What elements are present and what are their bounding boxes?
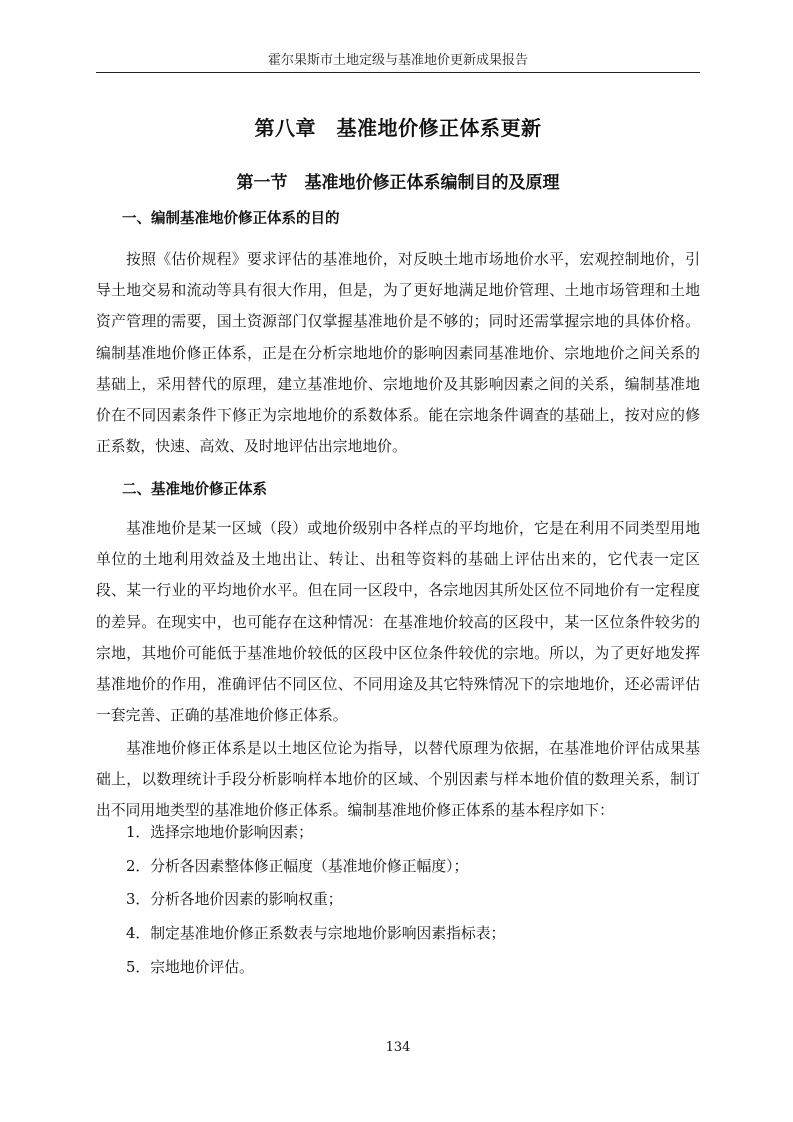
- section-title: 第一节 基准地价修正体系编制目的及原理: [236, 173, 560, 193]
- paragraph-system-2: 基准地价修正体系是以土地区位论为指导，以替代原理为依据，在基准地价评估成果基础上，以数理统计手段分析影响样本地价的区域、个别因素与样本地价值的数理关系，制订出不同用地类型的基准地价修正体系。编制基准地价修正体系的基本程序如下：: [96, 740, 700, 820]
- list-item: 4．制定基准地价修正系数表与宗地地价影响因素指标表；: [126, 925, 506, 943]
- list-item: 1．选择宗地地价影响因素；: [126, 824, 313, 841]
- subheading-system: 二、基准地价修正体系: [122, 482, 267, 498]
- list-item: 5．宗地地价评估。: [126, 958, 254, 976]
- page-number: 134: [385, 1040, 411, 1055]
- chapter-title: 第八章 基准地价修正体系更新: [254, 116, 542, 140]
- running-header: 霍尔果斯市土地定级与基准地价更新成果报告: [267, 53, 528, 68]
- list-item: 2．分析各因素整体修正幅度（基准地价修正幅度）；: [126, 857, 469, 875]
- paragraph-purpose: 按照《估价规程》要求评估的基准地价，对反映土地市场地价水平，宏观控制地价，引导土地交易和流动等具有很大作用，但是，为了更好地满足地价管理、土地市场管理和土地资产管理的需要，国土资源部门仅掌握基准地价是不够的；同时还需掌握宗地的具体价格。编制基准地价修正体系，正是在分析宗地地价的影响因素同基准地价、宗地地价之间关系的基础上，采用替代的原理，建立基准地价、宗地地价及其影响因素之间的关系，编制基准地价在不同因素条件下修正为宗地地价的系数体系。能在宗地条件调查的基础上，按对应的修正系数，快速、高效、及时地评估出宗地地价。: [96, 251, 700, 456]
- paragraph-system-1: 基准地价是某一区域（段）或地价级别中各样点的平均地价，它是在利用不同类型用地单位的土地利用效益及土地出让、转让、出租等资料的基础上评估出来的，它代表一定区段、某一行业的平均地价水平。但在同一区段中，各宗地因其所处区位不同地价有一定程度的差异。在现实中，也可能存在这种情况：在基准地价较高的区段中，某一区位条件较劣的宗地，其地价可能低于基准地价较低的区段中区位条件较优的宗地。所以，为了更好地发挥基准地价的作用，准确评估不同区位、不同用途及其它特殊情况下的宗地地价，还必需评估一套完善、正确的基准地价修正体系。: [96, 520, 700, 725]
- list-item: 3．分析各地价因素的影响权重；: [126, 891, 343, 909]
- subheading-purpose: 一、编制基准地价修正体系的目的: [122, 211, 340, 227]
- procedure-list: [96, 816, 700, 985]
- header-divider: [96, 72, 700, 73]
